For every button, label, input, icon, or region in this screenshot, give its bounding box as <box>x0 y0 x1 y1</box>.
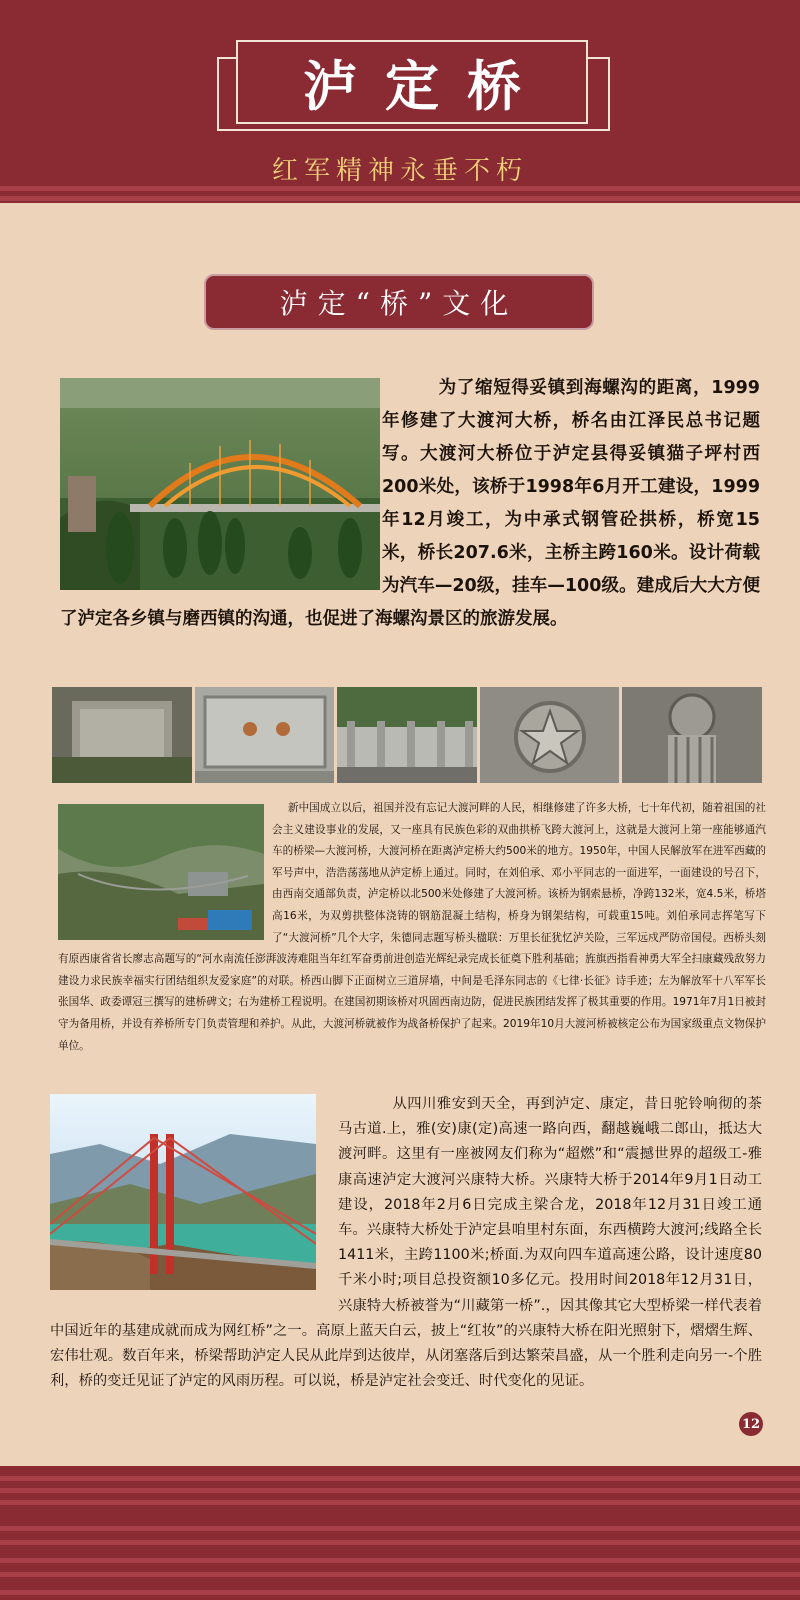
footer-stripe <box>0 1500 800 1505</box>
photo-stone-tablet <box>52 687 192 783</box>
footer-stripe <box>0 1526 800 1531</box>
photo-pillar-carving <box>622 687 762 783</box>
paragraph-dadu-river-bridge <box>60 372 760 636</box>
paragraph-text: 从四川雅安到天全，再到泸定、康定，昔日驼铃响彻的茶马古道.上，雅(安)康(定)高速一路向西，翻越巍峨二郎山，抵达大渡河畔。这里有一座被网友们称为“超燃”和“震撼世界的超级工-雅康高速泸定大渡河兴康特大桥。兴康特大桥于2014年9月1日动工建设，2018年2月6日完成主梁合龙，2018年12月31日竣工通车。兴康特大桥处于泸定县咱里村东面，东西横跨大渡河;线路全长1411米，主跨1100米;桥面.为双向四车道高速公路，设计速度80千米小时;项目总投资额10多亿元。投用时间2018年12月31日，兴康特大桥被誉为“川藏第一桥”.，因其像其它大型桥梁一样代表着中国近年的基建成就而成为网红桥”之一。高原上蓝天白云，披上“红妆”的兴康特大桥在阳光照射下，熠熠生辉、宏伟壮观。数百年来，桥梁帮助泸定人民从此岸到达彼岸，从闭塞落后到达繁荣昌盛，从一个胜利走向另一-个胜利，桥的变迁见证了泸定的风雨历程。可以说，桥是泸定社会变迁、时代变化的见证。 <box>50 1096 762 1390</box>
title-frame <box>236 40 588 124</box>
footer-stripe <box>0 1476 800 1481</box>
paragraph-text: 为了缩短得妥镇到海螺沟的距离，1999年修建了大渡河大桥，桥名由江泽民总书记题写。大渡河大桥位于泸定县得妥镇猫子坪村西200米处，该桥于1998年6月开工建设，1999年12月竣工，为中承式钢管砼拱桥，桥宽15米，桥长207.6米，主桥主跨160米。设计荷载为汽车—20级，挂车—100级。建成后大大方便了泸定各乡镇与磨西镇的沟通，也促进了海螺沟景区的旅游发展。 <box>60 378 760 629</box>
photo-strip-stone-carvings <box>52 687 762 783</box>
footer-band <box>0 1466 800 1600</box>
section-title: 泸定“桥”文化 <box>279 287 519 320</box>
section-banner <box>204 274 594 330</box>
paragraph-xingkang-bridge <box>50 1092 762 1394</box>
page-title: 泸定桥 <box>303 53 549 118</box>
paragraph-dadu-river-history <box>58 798 766 1057</box>
footer-stripe <box>0 1558 800 1563</box>
photo-star-emblem <box>480 687 620 783</box>
photo-stone-railing <box>337 687 477 783</box>
header-stripe <box>0 196 800 201</box>
paragraph-text: 新中国成立以后，祖国并没有忘记大渡河畔的人民，相继修建了许多大桥，七十年代初，随着祖国的社会主义建设事业的发展，又一座具有民族色彩的双曲拱桥飞跨大渡河上，这就是大渡河上第一座能够通汽车的桥梁—大渡河桥，大渡河桥在距离泸定桥大约500米的地方。1950年，中国人民解放军在进军西藏的军号声中，浩浩荡荡地从泸定桥上通过。同时，在刘伯承、邓小平同志的一面进军，一面建设的号召下，由西南交通部负责，泸定桥以北500米处修建了大渡河桥。该桥为钢索悬桥，净跨132米，宽4.5米，桥塔高16米，为双剪拱整体浇铸的钢筋混凝土结构，桥身为钢架结构，可载重15吨。刘伯承同志挥笔写下了“大渡河桥”几个大字，朱德同志题写桥头楹联：万里长征犹忆泸关险，三军远戍严防帝国侵。西桥头刻有原西康省省长廖志高题写的“河水南流任澎湃波涛难阻当年红军奋勇前进创造光辉纪录完成长征奠下胜利基础；旌旗西指看神勇大军全扫康藏残敌努力建设力求民族幸福实行团结组织友爱家庭”的对联。桥西山脚下正面树立三道屏墙，中间是毛泽东同志的《七律·长征》诗手迹；左为解放军十八军军长张国华、政委谭冠三撰写的建桥碑文；右为建桥工程说明。在建国初期该桥对巩固西南边防，促进民族团结发挥了极其重要的作用。1971年7月1日被封守为备用桥，并设有养桥所专门负责管理和养护。从此，大渡河桥就被作为战备桥保护了起来。2019年10月大渡河桥被核定公布为国家级重点文物保护单位。 <box>58 802 766 1052</box>
page-subtitle: 红军精神永垂不朽 <box>271 156 528 186</box>
footer-stripe <box>0 1488 800 1493</box>
photo-carved-panel <box>195 687 335 783</box>
header-banner <box>0 0 800 203</box>
footer-stripe <box>0 1540 800 1545</box>
footer-stripe <box>0 1572 800 1577</box>
footer-stripe <box>0 1590 800 1595</box>
page-number: 12 <box>739 1412 763 1436</box>
